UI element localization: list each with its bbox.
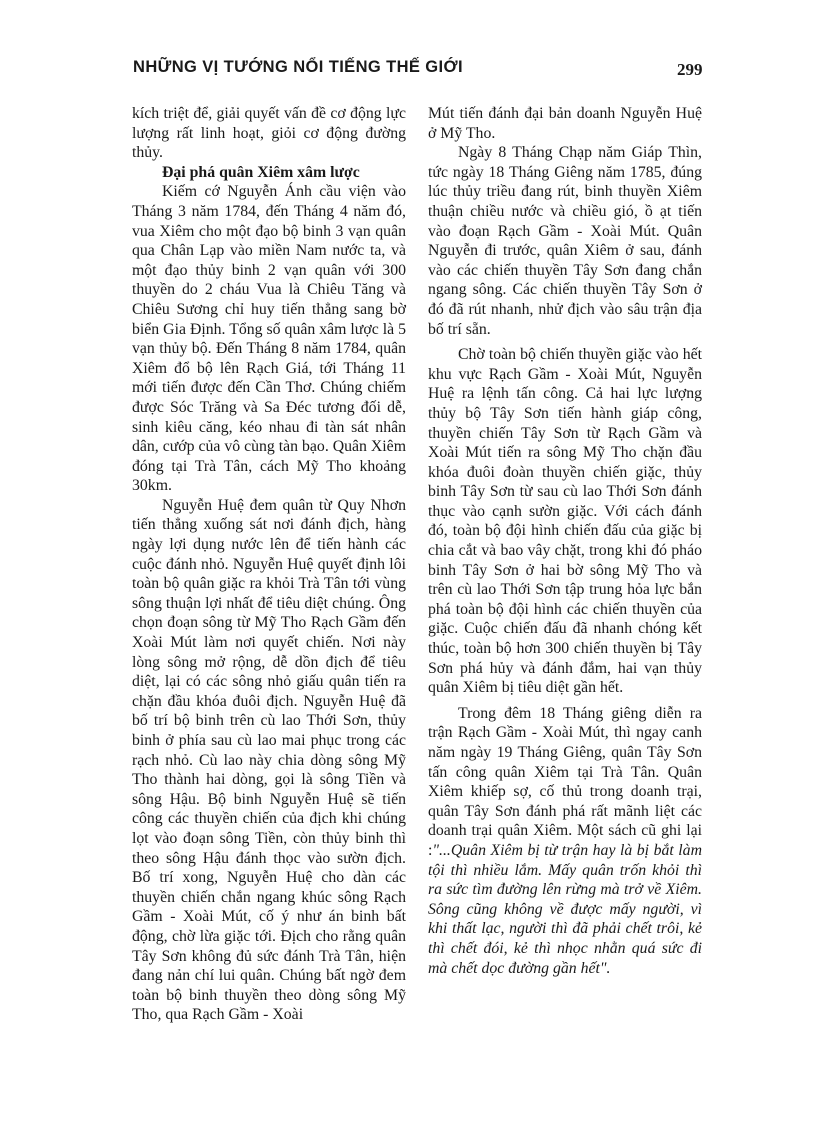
paragraph: Chờ toàn bộ chiến thuyền giặc vào hết khu vực Rạch Gầm - Xoài Mút, Nguyễn Huệ ra lệnh tấn công. Cả hai lực lượng thủy bộ Tây Sơn tiến hành giáp công, thuyền chiến Tây Sơn từ Rạch Gầm và Xoài Mút tiến ra sông Mỹ Tho chặn đầu khóa đuôi đoàn thuyền chiến giặc, thủy binh Tây Sơn từ sau cù lao Thới Sơn đánh thục vào cạnh sườn giặc. Với cách đánh đó, toàn bộ đội hình chiến đấu của giặc bị chia cắt và bao vây chặt, trong khi đó pháo binh Tây Sơn ở hai bờ sông Mỹ Tho và trên cù lao Thới Sơn tập trung hỏa lực bắn phá toàn bộ đội hình các chiến thuyền của giặc. Cuộc chiến đấu đã nhanh chóng kết thúc, toàn bộ hơn 300 chiến thuyền bị Tây Sơn phá hủy và đánh đắm, hai vạn thủy quân Xiêm bị tiêu diệt gần hết. — [428, 346, 702, 697]
paragraph: Nguyễn Huệ đem quân từ Quy Nhơn tiến thẳng xuống sát nơi đánh địch, hàng ngày lợi dụng nước lên để tiến hành các cuộc đánh nhỏ. Nguyễn Huệ quyết định lôi toàn bộ quân giặc ra khỏi Trà Tân tới vùng sông thuận lợi nhất để tiêu diệt chúng. Ông chọn đoạn sông từ Mỹ Tho Rạch Gầm đến Xoài Mút làm nơi quyết chiến. Nơi này lòng sông mở rộng, dễ dồn địch để tiêu diệt, lại có các sông nhỏ giấu quân tiến ra chặn đầu khóa đuôi địch. Nguyễn Huệ đã bố trí bộ binh trên cù lao Thới Sơn, thủy binh ở phía sau cù lao mai phục trong các rạch nhỏ. Cù lao này chia dòng sông Mỹ Tho thành hai dòng, gọi là sông Tiền và sông Hậu. Bộ binh Nguyễn Huệ sẽ tiến công các thuyền chiến của địch khi chúng lọt vào đoạn sông Tiền, còn thủy binh thì theo sông Hậu đánh thọc vào sườn địch. Bố trí xong, Nguyễn Huệ cho dàn các thuyền chiến chắn ngang khúc sông Rạch Gầm - Xoài Mút, cố ý như án binh bất động, chờ lừa giặc tới. Địch cho rằng quân Tây Sơn không đủ sức đánh Trà Tân, hiện đang nản chí lui quân. Chúng bất ngờ đem toàn bộ binh thuyền theo dòng sông Mỹ Tho, qua Rạch Gầm - Xoài — [132, 496, 406, 1024]
paragraph: kích triệt để, giải quyết vấn đề cơ động lực lượng rất linh hoạt, giỏi cơ động đường thủy. — [132, 105, 406, 162]
paragraph-text: Trong đêm 18 Tháng giêng diễn ra trận Rạch Gầm - Xoài Mút, thì ngay canh năm ngày 19 Tháng Giêng, quân Tây Sơn tấn công quân Xiêm tại Trà Tân. Quân Xiêm khiếp sợ, cố thủ trong doanh trại, quân Tây Sơn đánh phá rất mãnh liệt các doanh trại quân Xiêm. Một sách cũ ghi lại : — [428, 704, 702, 859]
paragraph: Kiếm cớ Nguyễn Ánh cầu viện vào Tháng 3 năm 1784, đến Tháng 4 năm đó, vua Xiêm cho một đạo bộ binh 3 vạn quân qua Chân Lạp vào miền Nam nước ta, và một đạo thủy binh 2 vạn quân với 300 thuyền do 2 cháu Vua là Chiêu Tăng và Chiêu Sương chỉ huy tiến thẳng sang bờ biển Gia Định. Tổng số quân xâm lược là 5 vạn thủy bộ. Đến Tháng 8 năm 1784, quân Xiêm đổ bộ lên Rạch Giá, tới Tháng 11 mới tiến được đến Cần Thơ. Chúng chiếm được Sóc Trăng và Sa Đéc tương đối dễ, sinh kiêu căng, kéo nhau đi tàn sát nhân dân, cướp của vô cùng tàn bạo. Quân Xiêm đóng tại Trà Tân, cách Mỹ Tho khoảng 30km. — [132, 183, 406, 495]
right-column — [428, 104, 702, 978]
running-title: NHỮNG VỊ TƯỚNG NỔI TIẾNG THẾ GIỚI — [133, 58, 463, 76]
section-heading: Đại phá quân Xiêm xâm lược — [162, 163, 360, 181]
quotation: "...Quân Xiêm bị từ trận hay là bị bắt làm tội thì nhiều lắm. Mấy quân trốn khỏi thì ra sức tìm đường lên rừng mà trở về Xiêm. Sông cũng không về được mấy người, vì khi thất lạc, người thì đã phải chết trôi, kẻ thì chết đói, kẻ thì nhọc nhằn quá sức đi mà chết dọc đường gần hết". — [428, 841, 702, 977]
page-number: 299 — [677, 60, 703, 79]
left-column — [132, 104, 406, 1025]
paragraph: Mút tiến đánh đại bản doanh Nguyễn Huệ ở Mỹ Tho. — [428, 105, 702, 142]
paragraph: Ngày 8 Tháng Chạp năm Giáp Thìn, tức ngày 18 Tháng Giêng năm 1785, đúng lúc thủy triều đang rút, binh thuyền Xiêm thuận chiều nước và chiều gió, ồ ạt tiến vào đoạn Rạch Gầm - Xoài Mút. Quân Nguyễn đi trước, quân Xiêm ở sau, đánh vào các chiến thuyền Tây Sơn đang chắn ngang sông. Các chiến thuyền Tây Sơn ở đó đã rút nhanh, nhử địch vào sâu trận địa bố trí sẵn. — [428, 144, 702, 338]
paragraph — [428, 704, 702, 978]
